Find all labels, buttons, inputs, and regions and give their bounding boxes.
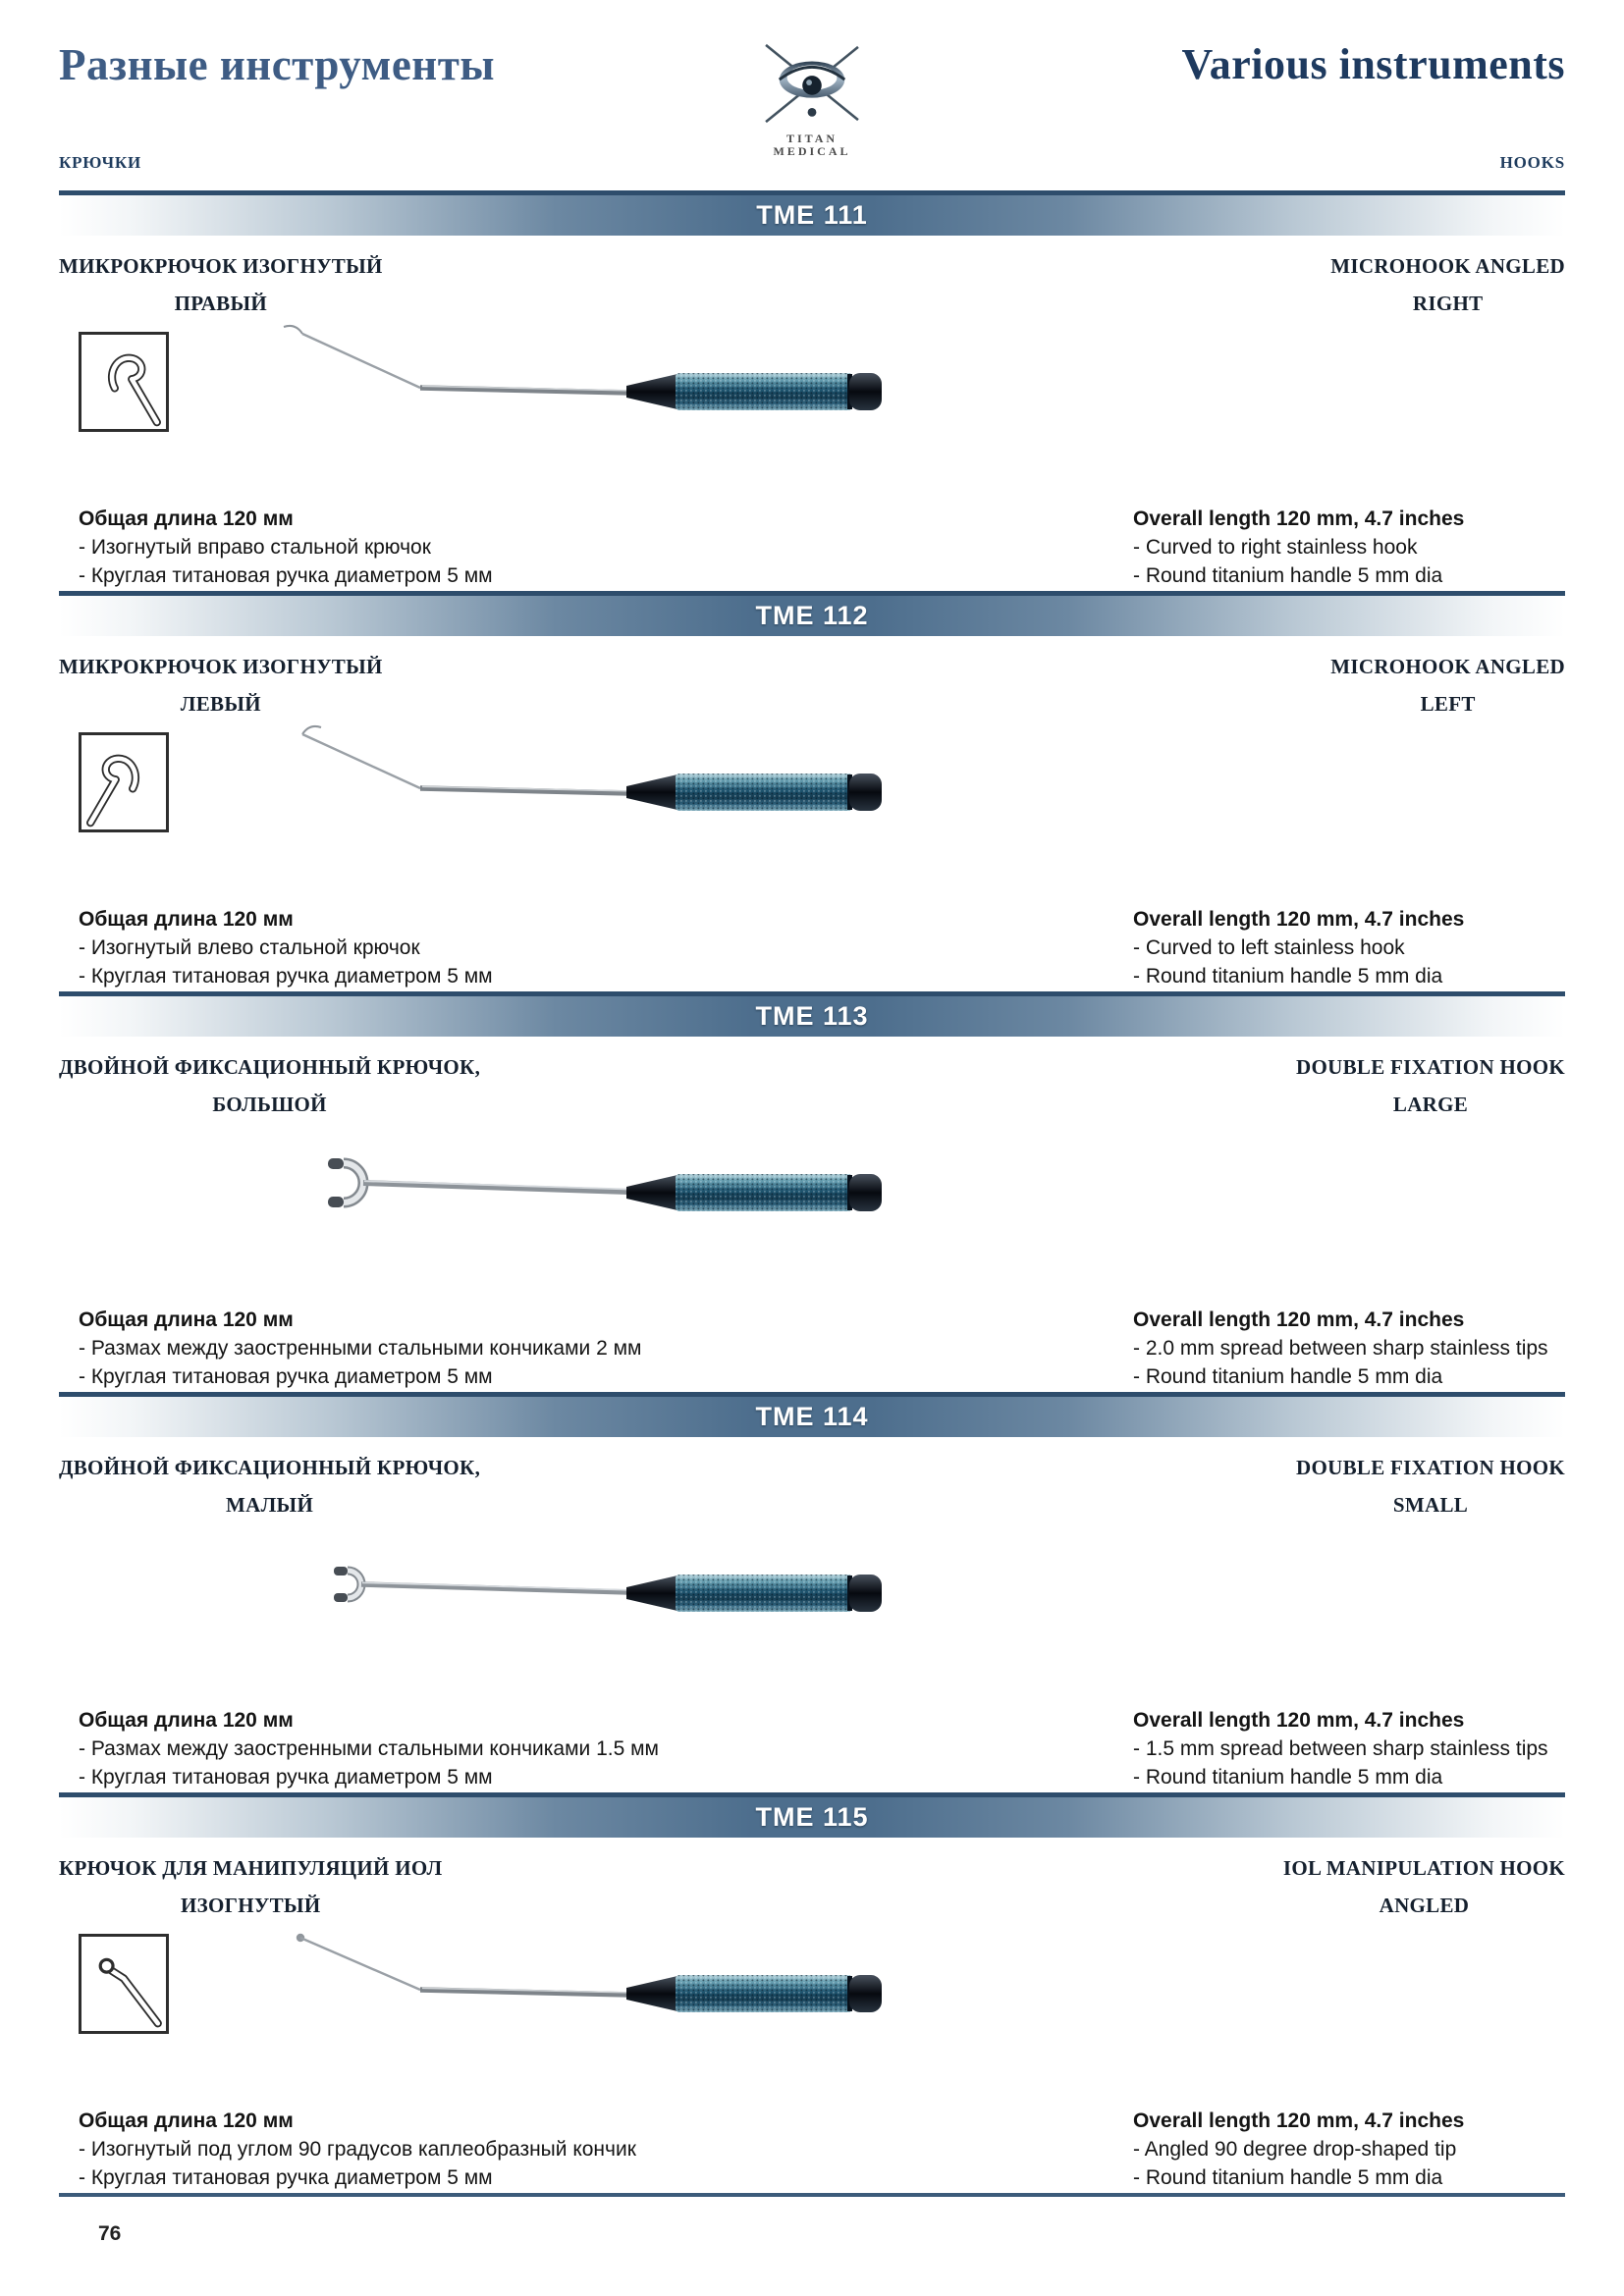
product-section-tme-114 [0, 1392, 1624, 1792]
product-photo-row [59, 332, 1565, 505]
page-title-ru: Разные инструменты [59, 40, 495, 89]
title-ru-line2: ИЗОГНУТЫЙ [180, 1894, 321, 1917]
specs-ru [79, 505, 493, 590]
page-title-en: Various instruments [1181, 40, 1565, 88]
product-code-banner [59, 1392, 1565, 1437]
spec-heading-ru: Общая длина 120 мм [79, 908, 294, 931]
spec-item-en: - 1.5 mm spread between sharp stainless tips [1133, 1737, 1548, 1760]
spec-item-en: - Curved to left stainless hook [1133, 936, 1405, 959]
spec-heading-ru: Общая длина 120 мм [79, 507, 294, 530]
title-ru-line1: ДВОЙНОЙ ФИКСАЦИОННЫЙ КРЮЧОК, [59, 1456, 481, 1479]
spec-heading-en: Overall length 120 mm, 4.7 inches [1133, 1308, 1465, 1331]
spec-heading-en: Overall length 120 mm, 4.7 inches [1133, 507, 1465, 530]
title-en-line2: RIGHT [1412, 292, 1484, 315]
title-en-line1: MICROHOOK ANGLED [1330, 254, 1565, 278]
footer-rule [59, 2193, 1565, 2197]
title-en-line1: DOUBLE FIXATION HOOK [1296, 1055, 1565, 1079]
page-header [0, 0, 1624, 190]
tip-detail-drawing [81, 1937, 166, 2031]
spec-item-ru: - Размах между заостренными стальными кончиками 2 мм [79, 1337, 642, 1360]
specs-ru [79, 905, 493, 990]
spec-item-en: - Round titanium handle 5 mm dia [1133, 1365, 1443, 1388]
spec-item-ru: - Круглая титановая ручка диаметром 5 мм [79, 965, 493, 988]
product-specs [59, 905, 1565, 990]
spec-item-ru: - Круглая титановая ручка диаметром 5 мм [79, 2166, 493, 2189]
spec-item-ru: - Изогнутый влево стальной крючок [79, 936, 420, 959]
product-photo-row [59, 1934, 1565, 2107]
tip-detail-drawing [81, 335, 166, 429]
product-section-tme-115 [0, 1792, 1624, 2193]
iol-hook-angled-icon [79, 1934, 169, 2034]
title-en-line2: LARGE [1392, 1093, 1469, 1116]
spec-heading-ru: Общая длина 120 мм [79, 1709, 294, 1732]
iol-manipulation-hook-angled-photo [196, 1920, 923, 2067]
spec-item-en: - Curved to right stainless hook [1133, 536, 1418, 559]
title-ru-line2: МАЛЫЙ [226, 1493, 314, 1517]
specs-en [1133, 505, 1565, 590]
product-code: TME 113 [755, 1001, 869, 1031]
title-ru-line2: БОЛЬШОЙ [212, 1093, 327, 1116]
specs-en [1133, 905, 1565, 990]
product-specs [59, 505, 1565, 590]
product-section-tme-113 [0, 991, 1624, 1392]
titan-medical-eye-logo [749, 39, 875, 128]
title-ru-line1: МИКРОКРЮЧОК ИЗОГНУТЫЙ [59, 254, 383, 278]
product-photo-row [59, 1133, 1565, 1306]
product-title-en [1283, 1849, 1565, 1934]
hook-angled-left-icon [79, 732, 169, 832]
specs-ru [79, 1706, 659, 1791]
product-code: TME 111 [756, 200, 868, 230]
specs-en [1133, 1306, 1565, 1391]
microhook-angled-left-photo [196, 719, 923, 866]
product-code-banner [59, 1792, 1565, 1838]
logo-text-line2: MEDICAL [773, 144, 851, 158]
spec-heading-en: Overall length 120 mm, 4.7 inches [1133, 1709, 1465, 1732]
title-en-line2: LEFT [1420, 692, 1476, 716]
title-ru-line2: ЛЕВЫЙ [180, 692, 261, 716]
product-section-tme-111 [0, 190, 1624, 591]
microhook-angled-right-photo [196, 318, 923, 465]
spec-item-ru: - Изогнутый под углом 90 градусов каплеобразный кончик [79, 2138, 636, 2161]
product-specs [59, 2107, 1565, 2192]
double-fixation-hook-large-photo [196, 1119, 923, 1266]
title-en-line2: SMALL [1392, 1493, 1469, 1517]
product-code-banner [59, 190, 1565, 236]
spec-item-en: - 2.0 mm spread between sharp stainless tips [1133, 1337, 1548, 1360]
spec-item-ru: - Круглая титановая ручка диаметром 5 мм [79, 1766, 493, 1789]
product-code: TME 112 [755, 601, 869, 630]
product-code-banner [59, 591, 1565, 636]
title-en-line2: ANGLED [1379, 1894, 1470, 1917]
product-title-en [1296, 1449, 1565, 1533]
specs-en [1133, 2107, 1565, 2192]
specs-en [1133, 1706, 1565, 1791]
tip-detail-drawing [81, 735, 166, 829]
specs-ru [79, 2107, 636, 2192]
category-label-en: HOOKS [1499, 153, 1565, 172]
title-ru-line1: МИКРОКРЮЧОК ИЗОГНУТЫЙ [59, 655, 383, 678]
product-title-en [1296, 1048, 1565, 1133]
page-number: 76 [98, 2222, 122, 2245]
title-en-line1: MICROHOOK ANGLED [1330, 655, 1565, 678]
spec-heading-en: Overall length 120 mm, 4.7 inches [1133, 2109, 1465, 2132]
spec-item-ru: - Изогнутый вправо стальной крючок [79, 536, 431, 559]
title-en-line1: IOL MANIPULATION HOOK [1282, 1856, 1565, 1880]
spec-item-ru: - Размах между заостренными стальными кончиками 1.5 мм [79, 1737, 659, 1760]
product-photo-row [59, 1533, 1565, 1706]
hook-angled-right-icon [79, 332, 169, 432]
logo-text-line1: TITAN [785, 132, 839, 145]
spec-item-en: - Round titanium handle 5 mm dia [1133, 1766, 1443, 1789]
spec-item-en: - Round titanium handle 5 mm dia [1133, 2166, 1443, 2189]
spec-item-en: - Angled 90 degree drop-shaped tip [1133, 2138, 1457, 2161]
product-photo-row [59, 732, 1565, 905]
specs-ru [79, 1306, 641, 1391]
product-title-en [1330, 648, 1565, 732]
product-code: TME 115 [755, 1802, 869, 1832]
spec-heading-ru: Общая длина 120 мм [79, 1308, 294, 1331]
spec-item-en: - Round titanium handle 5 mm dia [1133, 965, 1443, 988]
spec-item-ru: - Круглая титановая ручка диаметром 5 мм [79, 564, 493, 587]
brand-logo [729, 39, 895, 158]
product-specs [59, 1306, 1565, 1391]
spec-heading-ru: Общая длина 120 мм [79, 2109, 294, 2132]
product-code: TME 114 [755, 1402, 869, 1431]
double-fixation-hook-small-photo [196, 1520, 923, 1667]
product-code-banner [59, 991, 1565, 1037]
spec-item-en: - Round titanium handle 5 mm dia [1133, 564, 1443, 587]
title-ru-line1: КРЮЧОК ДЛЯ МАНИПУЛЯЦИЙ ИОЛ [59, 1856, 443, 1880]
product-sections [0, 190, 1624, 2193]
product-title-en [1330, 247, 1565, 332]
spec-item-ru: - Круглая титановая ручка диаметром 5 мм [79, 1365, 493, 1388]
title-en-line1: DOUBLE FIXATION HOOK [1296, 1456, 1565, 1479]
spec-heading-en: Overall length 120 mm, 4.7 inches [1133, 908, 1465, 931]
title-ru-line1: ДВОЙНОЙ ФИКСАЦИОННЫЙ КРЮЧОК, [59, 1055, 481, 1079]
category-label-ru: КРЮЧКИ [59, 153, 142, 172]
product-specs [59, 1706, 1565, 1791]
product-section-tme-112 [0, 591, 1624, 991]
title-ru-line2: ПРАВЫЙ [174, 292, 268, 315]
